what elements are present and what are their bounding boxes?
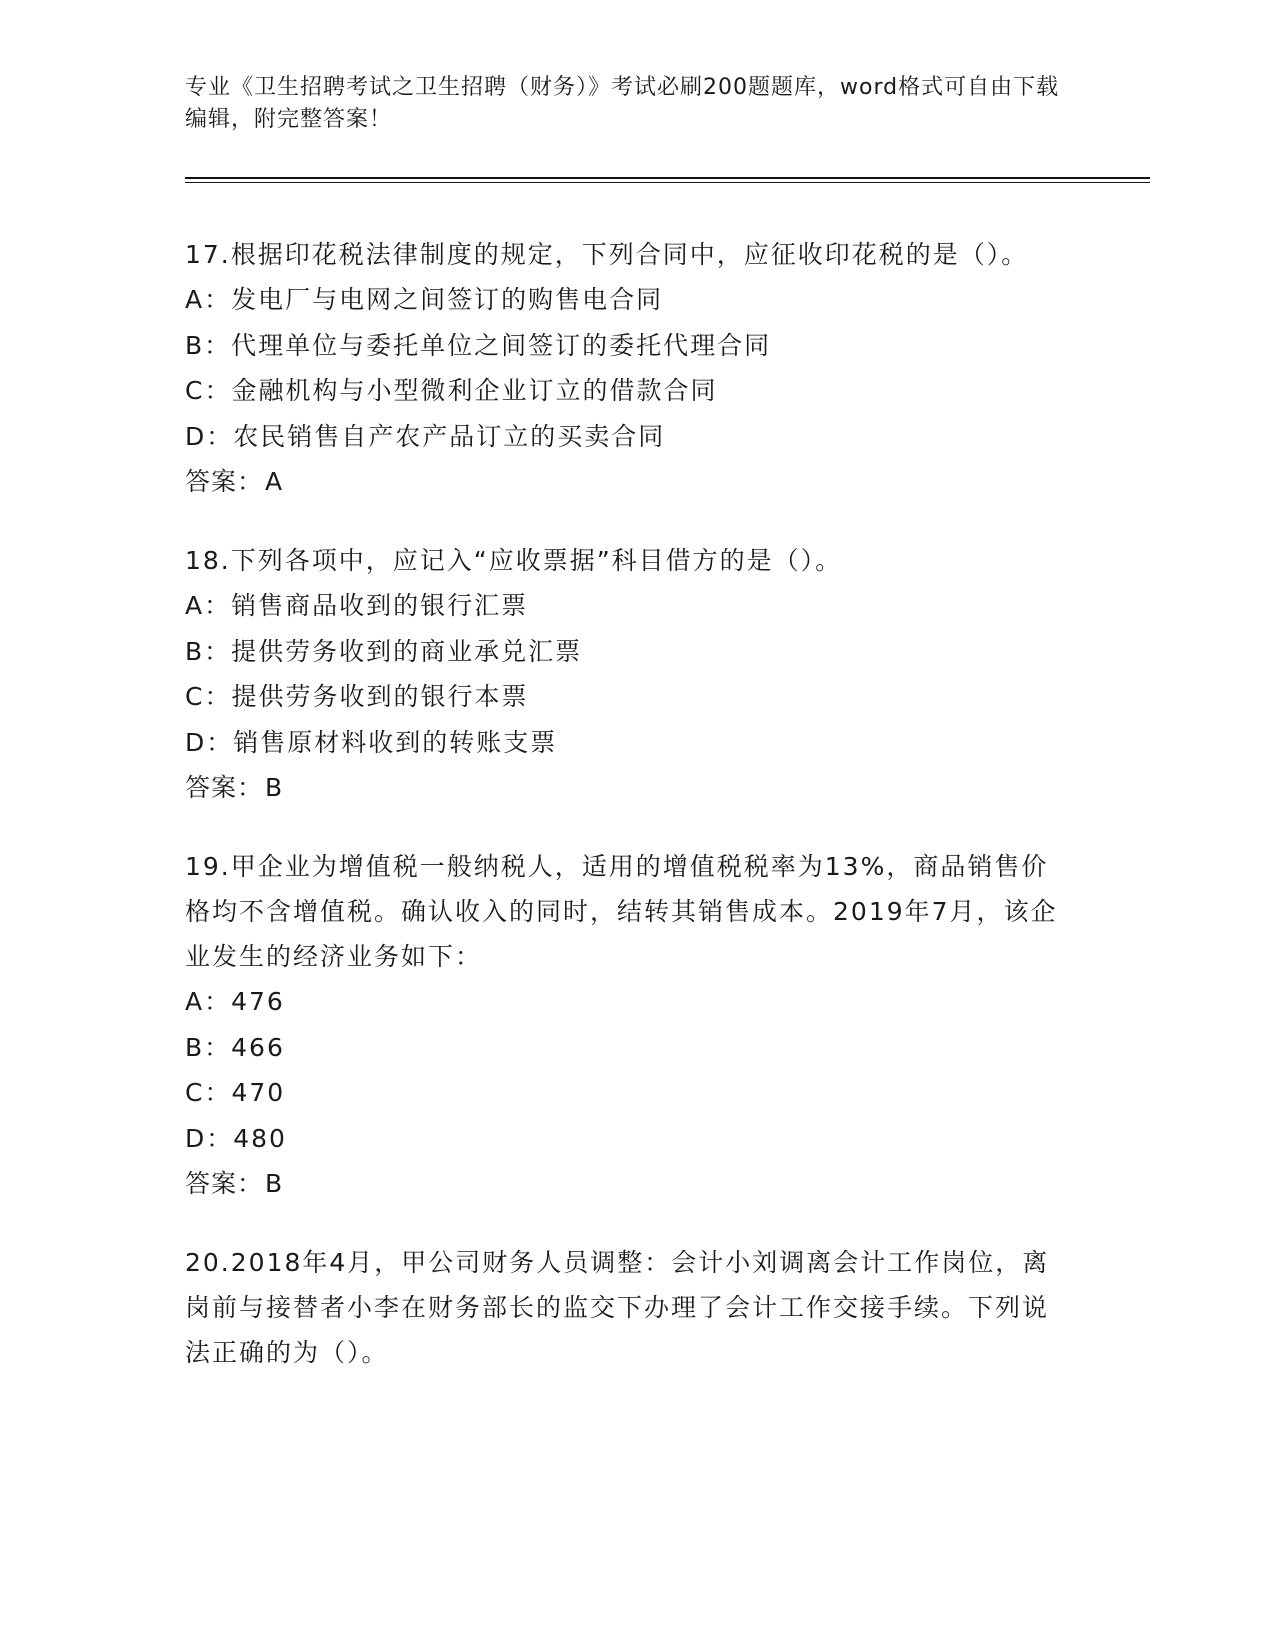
question-19 — [185, 844, 1065, 1206]
option-b: B：提供劳务收到的商业承兑汇票 — [185, 636, 583, 666]
answer-label: 答案： — [185, 1169, 264, 1198]
answer-label: 答案： — [185, 773, 264, 802]
answer-line — [185, 1161, 1065, 1206]
question-stem: 18.下列各项中，应记入“应收票据”科目借方的是（）。 — [185, 546, 843, 575]
option-a: A：销售商品收到的银行汇票 — [185, 591, 529, 620]
question-list — [185, 232, 1065, 1409]
option-d: D：480 — [185, 1123, 287, 1153]
document-header: 专业《卫生招聘考试之卫生招聘（财务）》考试必刷200题题库，word格式可自由下载编辑，附完整答案！ — [185, 75, 1060, 132]
answer-value: B — [265, 773, 284, 802]
option-c: C：金融机构与小型微利企业订立的借款合同 — [185, 376, 718, 405]
answer-value: B — [265, 1169, 284, 1198]
header-rule-thick — [185, 177, 1150, 179]
question-18 — [185, 538, 1065, 810]
answer-value: A — [265, 467, 284, 496]
question-stem: 19.甲企业为增值税一般纳税人，适用的增值税税率为13%，商品销售价格均不含增值税。确认收入的同时，结转其销售成本。2019年7月，该企业发生的经济业务如下： — [185, 852, 1058, 971]
answer-line — [185, 765, 1065, 810]
question-stem: 17.根据印花税法律制度的规定，下列合同中，应征收印花税的是（）。 — [185, 240, 1029, 269]
option-b: B：代理单位与委托单位之间签订的委托代理合同 — [185, 330, 772, 360]
question-stem: 20.2018年4月，甲公司财务人员调整：会计小刘调离会计工作岗位，离岗前与接替者小李在财务部长的监交下办理了会计工作交接手续。下列说法正确的为（）。 — [185, 1248, 1050, 1367]
answer-label: 答案： — [185, 467, 264, 496]
option-b: B：466 — [185, 1032, 285, 1062]
option-c: C：提供劳务收到的银行本票 — [185, 682, 529, 711]
option-d: D：农民销售自产农产品订立的买卖合同 — [185, 421, 666, 451]
option-a: A：476 — [185, 987, 285, 1016]
question-17 — [185, 232, 1065, 504]
option-d: D：销售原材料收到的转账支票 — [185, 727, 558, 757]
question-20 — [185, 1240, 1065, 1375]
answer-line — [185, 459, 1065, 504]
header-rule-thin — [185, 182, 1150, 183]
option-c: C：470 — [185, 1078, 286, 1107]
option-a: A：发电厂与电网之间签订的购售电合同 — [185, 285, 664, 314]
